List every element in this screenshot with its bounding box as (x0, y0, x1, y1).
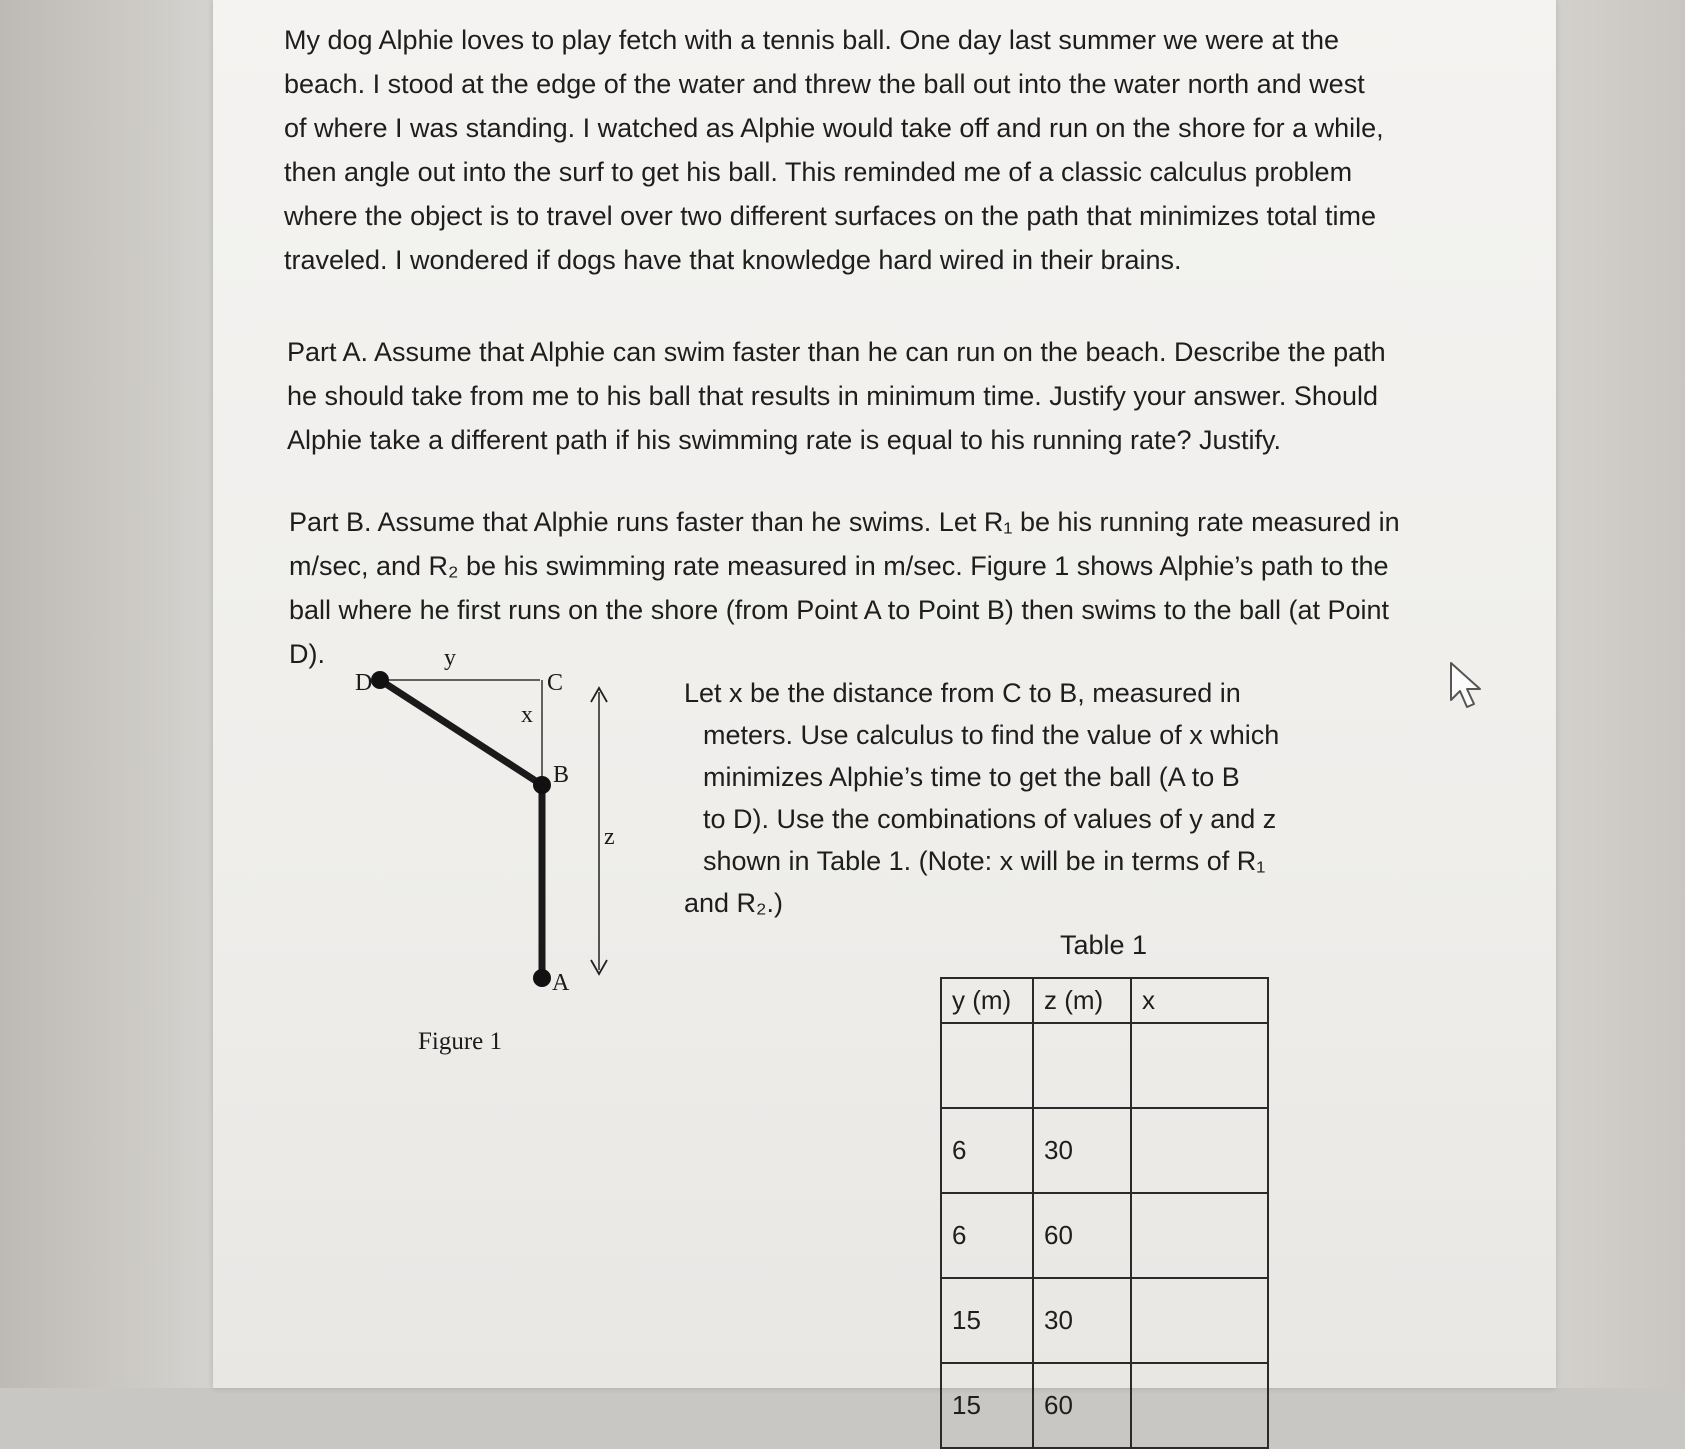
cell-y (941, 1023, 1033, 1108)
label-c: C (547, 670, 564, 696)
cell-z: 60 (1033, 1193, 1131, 1278)
part-a-line: Part A. Assume that Alphie can swim faster than he can run on the beach. Describe the path (287, 337, 1386, 367)
intro-line: beach. I stood at the edge of the water and threw the ball out into the water north and west (284, 69, 1365, 99)
cell-z: 60 (1033, 1363, 1131, 1448)
cell-z: 30 (1033, 1278, 1131, 1363)
figure-caption: Figure 1 (418, 1028, 503, 1055)
table-row (941, 1108, 1268, 1193)
intro-line: where the object is to travel over two different surfaces on the path that minimizes total time (284, 201, 1377, 231)
label-y: y (444, 645, 456, 671)
instruction-line: and R₂.) (684, 888, 784, 918)
cell-y: 6 (941, 1193, 1033, 1278)
label-x: x (521, 702, 533, 728)
instruction-line: meters. Use calculus to find the value of x which (703, 720, 1280, 750)
cell-x (1131, 1363, 1268, 1448)
instruction-line: shown in Table 1. (Note: x will be in terms of R₁ (703, 846, 1266, 876)
cell-x (1131, 1278, 1268, 1363)
cell-x (1131, 1023, 1268, 1108)
table-row (941, 1023, 1268, 1108)
intro-line: then angle out into the surf to get his ball. This reminded me of a classic calculus problem (284, 157, 1353, 187)
intro-line: traveled. I wondered if dogs have that knowledge hard wired in their brains. (284, 245, 1182, 275)
header-x: x (1131, 978, 1268, 1023)
label-b: B (553, 762, 570, 788)
table-header-row (941, 978, 1268, 1023)
cell-y: 15 (941, 1363, 1033, 1448)
cell-z (1033, 1023, 1131, 1108)
header-y: y (m) (941, 978, 1033, 1023)
cell-y: 15 (941, 1278, 1033, 1363)
point-d (371, 671, 389, 689)
cell-x (1131, 1193, 1268, 1278)
point-b (533, 776, 551, 794)
part-b-line: Part B. Assume that Alphie runs faster than he swims. Let R₁ be his running rate measured in (289, 507, 1400, 537)
label-d: D (355, 670, 373, 696)
part-b-line: ball where he first runs on the shore (from Point A to Point B) then swims to the ball (at Point (289, 595, 1390, 625)
table-row (941, 1363, 1268, 1448)
part-a-line: he should take from me to his ball that results in minimum time. Justify your answer. Should (287, 381, 1378, 411)
label-a: A (552, 970, 570, 996)
label-z: z (604, 824, 615, 850)
instruction-line: to D). Use the combinations of values of y and z (703, 804, 1277, 834)
cell-z: 30 (1033, 1108, 1131, 1193)
values-table (940, 977, 1269, 1449)
intro-line: of where I was standing. I watched as Alphie would take off and run on the shore for a while, (284, 113, 1384, 143)
table-caption: Table 1 (1060, 930, 1148, 960)
instruction-line: minimizes Alphie’s time to get the ball (A to B (703, 762, 1240, 792)
part-b-instructions (684, 672, 1324, 924)
part-b-line: m/sec, and R₂ be his swimming rate measured in m/sec. Figure 1 shows Alphie’s path to the (289, 551, 1389, 581)
segment-db-swim-path (380, 680, 542, 785)
part-a-line: Alphie take a different path if his swimming rate is equal to his running rate? Justify. (287, 425, 1282, 455)
table-row (941, 1278, 1268, 1363)
instruction-line: Let x be the distance from C to B, measured in (684, 678, 1241, 708)
cell-x (1131, 1108, 1268, 1193)
point-a (533, 969, 551, 987)
intro-line: My dog Alphie loves to play fetch with a tennis ball. One day last summer we were at the (284, 25, 1340, 55)
part-b-line: D). (289, 639, 325, 669)
table-row (941, 1193, 1268, 1278)
mouse-pointer-icon (1447, 660, 1491, 712)
header-z: z (m) (1033, 978, 1131, 1023)
cell-y: 6 (941, 1108, 1033, 1193)
